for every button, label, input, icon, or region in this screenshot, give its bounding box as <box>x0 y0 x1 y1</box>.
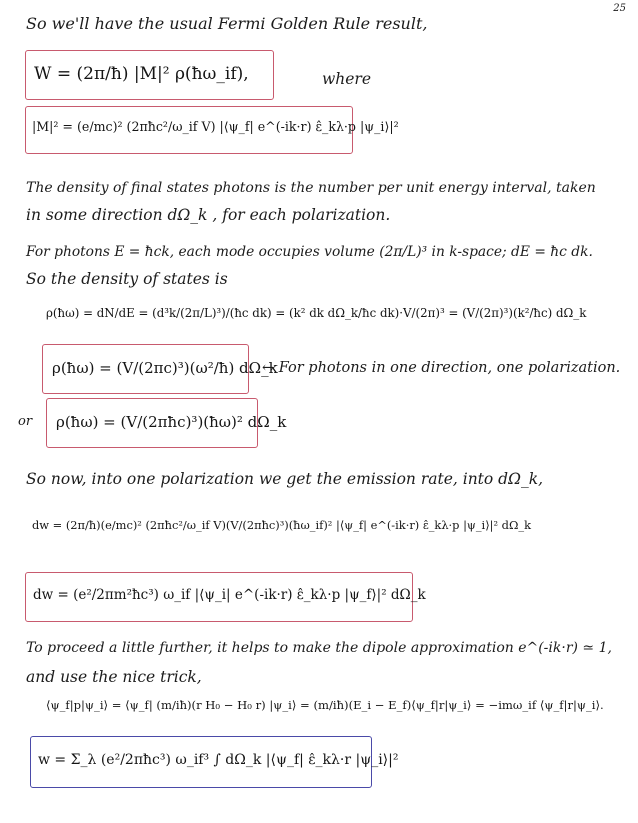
emission-rate-boxed-equation: dw = (e²/2πm²ħc³) ω_if |⟨ψ_i| e^(-ik·r) ε̂_kλ·p |ψ_f⟩|² dΩ_k <box>33 587 426 603</box>
so-now-text: So now, into one polarization we get the emission rate, into dΩ_k, <box>26 470 544 488</box>
density-text-2: in some direction dΩ_k , for each polarization. <box>26 206 391 224</box>
where-text: where <box>322 70 372 88</box>
total-rate-equation: w = Σ_λ (e²/2πħc³) ω_if³ ∫ dΩ_k |⟨ψ_f| ε̂_kλ·r |ψ_i⟩|² <box>38 752 399 768</box>
density-text-1: The density of final states photons is the number per unit energy interval, taken <box>26 180 596 196</box>
golden-rule-equation: W = (2π/ħ) |M|² ρ(ħω_if), <box>34 64 249 84</box>
page-number: 25 <box>613 3 626 14</box>
emission-rate-equation: dw = (2π/ħ)(e/mc)² (2πħc²/ω_if V)(V/(2πħc)³)(ħω_if)² |⟨ψ_f| e^(-ik·r) ε̂_kλ·p |ψ_i⟩|² dΩ_k <box>32 518 531 532</box>
density-derivation-equation: ρ(ħω) = dN/dE = (d³k/(2π/L)³)/(ħc dk) = (k² dk dΩ_k/ħc dk)·V/(2π)³ = (V/(2π)³)(k²/ħc) dΩ_k <box>46 306 587 320</box>
so-density-text: So the density of states is <box>26 270 228 288</box>
density-equation-2: ρ(ħω) = (V/(2πħc)³)(ħω)² dΩ_k <box>56 413 287 431</box>
density-equation-1: ρ(ħω) = (V/(2πc)³)(ω²/ħ) dΩ_k <box>52 359 278 377</box>
photons-text: For photons E = ħck, each mode occupies volume (2π/L)³ in k-space; dE = ħc dk. <box>26 244 593 260</box>
proceed-text-2: and use the nice trick, <box>26 668 202 686</box>
matrix-element-equation: |M|² = (e/mc)² (2πħc²/ω_if V) |⟨ψ_f| e^(-ik·r) ε̂_kλ·p |ψ_i⟩|² <box>32 119 399 134</box>
or-label: or <box>18 414 33 429</box>
intro-text: So we'll have the usual Fermi Golden Rule result, <box>26 14 428 33</box>
arrow-note: ← For photons in one direction, one polarization. <box>262 360 621 376</box>
dipole-trick-equation: ⟨ψ_f|p|ψ_i⟩ = ⟨ψ_f| (m/iħ)(r H₀ − H₀ r) |ψ_i⟩ = (m/iħ)(E_i − E_f)⟨ψ_f|r|ψ_i⟩ = −imω_if ⟨ψ_f|r|ψ_i⟩. <box>46 698 604 712</box>
proceed-text-1: To proceed a little further, it helps to make the dipole approximation e^(-ik·r) ≃ 1, <box>26 640 612 656</box>
